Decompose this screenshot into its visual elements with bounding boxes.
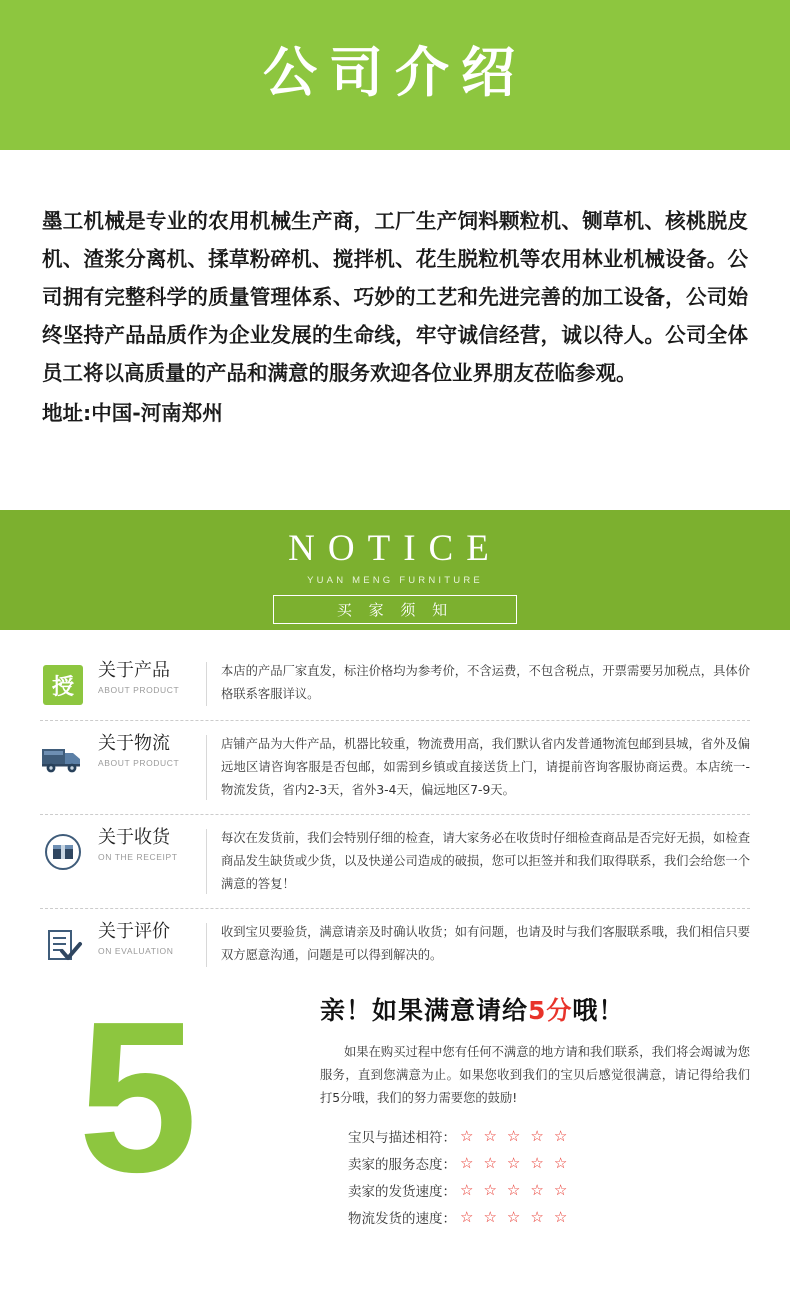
checklist-icon: [40, 923, 86, 969]
divider: [206, 923, 207, 967]
notice-item-title: 关于评价: [98, 921, 170, 942]
star-icon[interactable]: ☆: [506, 1126, 521, 1145]
list-item: [40, 909, 750, 981]
rating-heading-pre: 亲！如果满意请给: [320, 996, 529, 1025]
star-icon[interactable]: ☆: [530, 1153, 544, 1172]
notice-chinese-title: 买 家 须 知: [273, 595, 517, 624]
notice-item-titles: [86, 660, 202, 695]
company-address: 地址:中国-河南郑州: [42, 401, 223, 425]
notice-item-text: 本店的产品厂家直发，标注价格均为参考价，不含运费，不包含税点，开票需要另加税点，具体价格联系客服详议。: [221, 664, 750, 701]
list-item: [40, 648, 750, 721]
star-icon[interactable]: ☆: [553, 1207, 568, 1226]
notice-item-text: 店铺产品为大件产品，机器比较重，物流费用高，我们默认省内发普通物流包邮到县城，省外及偏远地区请咨询客服是否包邮，如需到乡镇或直接送货上门，请提前咨询客服协商运费。本店统一-物流发货，省内2-3天，省外3-4天，偏远地区7-9天。: [221, 737, 750, 797]
rating-heading-post: 哦！: [572, 996, 625, 1025]
divider: [206, 829, 207, 894]
star-icon[interactable]: ☆: [483, 1207, 497, 1226]
star-rating[interactable]: [460, 1207, 568, 1226]
notice-item-title: 关于收货: [98, 827, 170, 848]
notice-item-text: 每次在发货前，我们会特别仔细的检查，请大家务必在收货时仔细检查商品是否完好无损，如检查商品发生缺货或少货，以及快递公司造成的破损，您可以拒签并和我们取得联系，我们会给您一个满意的答复！: [221, 831, 750, 891]
notice-item-title: 关于产品: [98, 660, 170, 681]
rating-text: 如果在购买过程中您有任何不满意的地方请和我们联系，我们将会竭诚为您服务，直到您满意为止。如果您收到我们的宝贝后感觉很满意，请记得给我们打5分哦，我们的努力需要您的鼓励!: [320, 1045, 750, 1105]
notice-english-title: NOTICE: [288, 528, 502, 569]
rating-heading-highlight: 5分: [528, 996, 573, 1025]
rating-row: [320, 1126, 750, 1146]
star-icon[interactable]: ☆: [530, 1126, 544, 1145]
rating-content: [320, 991, 790, 1227]
notice-subtitle: YUAN MENG FURNITURE: [307, 575, 483, 586]
header-banner: [0, 0, 790, 150]
star-icon[interactable]: ☆: [483, 1126, 497, 1145]
grant-badge-icon: [40, 662, 86, 708]
big-five-number: 5: [78, 976, 198, 1217]
list-item: [40, 815, 750, 909]
star-rating[interactable]: [460, 1180, 568, 1199]
notice-list: [0, 630, 790, 981]
divider: [206, 735, 207, 800]
notice-item-title: 关于物流: [98, 733, 170, 754]
star-icon[interactable]: ☆: [460, 1126, 474, 1145]
star-icon[interactable]: ☆: [530, 1207, 544, 1226]
rating-row: [320, 1153, 750, 1173]
star-rating[interactable]: [460, 1126, 568, 1145]
notice-item-titles: [86, 921, 202, 956]
brand-name: 墨工机械: [42, 209, 126, 233]
notice-item-text: 收到宝贝要验货，满意请亲及时确认收货；如有问题，也请及时与我们客服联系哦，我们相信只要双方愿意沟通，问题是可以得到解决的。: [221, 925, 750, 962]
rating-section: [0, 976, 790, 1281]
star-icon[interactable]: ☆: [460, 1207, 474, 1226]
truck-icon: [40, 735, 86, 781]
company-intro-section: [0, 150, 790, 510]
star-icon[interactable]: ☆: [483, 1153, 497, 1172]
notice-item-subtitle: ON THE RECEIPT: [98, 852, 178, 862]
star-icon[interactable]: ☆: [553, 1180, 568, 1199]
list-item: [40, 721, 750, 815]
divider: [206, 662, 207, 706]
rating-heading: [320, 991, 750, 1027]
intro-paragraph: [42, 202, 748, 392]
star-icon[interactable]: ☆: [460, 1153, 474, 1172]
package-icon: [40, 829, 86, 875]
star-icon[interactable]: ☆: [506, 1180, 521, 1199]
notice-item-titles: [86, 733, 202, 768]
notice-item-subtitle: ON EVALUATION: [98, 946, 174, 956]
rating-row-label: 宝贝与描述相符：: [348, 1130, 456, 1146]
notice-item-subtitle: ABOUT PRODUCT: [98, 685, 180, 695]
notice-banner: [0, 510, 790, 630]
star-icon[interactable]: ☆: [506, 1153, 521, 1172]
star-icon[interactable]: ☆: [553, 1153, 568, 1172]
star-icon[interactable]: ☆: [530, 1180, 544, 1199]
star-rating[interactable]: [460, 1153, 568, 1172]
page-title: 公司介绍: [263, 41, 527, 104]
star-icon[interactable]: ☆: [553, 1126, 568, 1145]
rating-row-label: 卖家的服务态度：: [348, 1157, 456, 1173]
notice-item-subtitle: ABOUT PRODUCT: [98, 758, 180, 768]
star-icon[interactable]: ☆: [506, 1207, 521, 1226]
notice-item-titles: [86, 827, 202, 862]
rating-row: [320, 1207, 750, 1227]
badge-char: 授: [43, 665, 83, 705]
intro-body: 是专业的农用机械生产商，工厂生产饲料颗粒机、铡草机、核桃脱皮机、渣浆分离机、揉草粉碎机、搅拌机、花生脱粒机等农用林业机械设备。公司拥有完整科学的质量管理体系、巧妙的工艺和先进完善的加工设备，公司始终坚持产品品质作为企业发展的生命线，牢守诚信经营，诚以待人。公司全体员工将以高质量的产品和满意的服务欢迎各位业界朋友莅临参观。: [42, 209, 749, 385]
rating-row-label: 物流发货的速度：: [348, 1211, 456, 1227]
rating-row-label: 卖家的发货速度：: [348, 1184, 456, 1200]
rating-rows: [320, 1126, 750, 1227]
star-icon[interactable]: ☆: [483, 1180, 497, 1199]
star-icon[interactable]: ☆: [460, 1180, 474, 1199]
rating-row: [320, 1180, 750, 1200]
